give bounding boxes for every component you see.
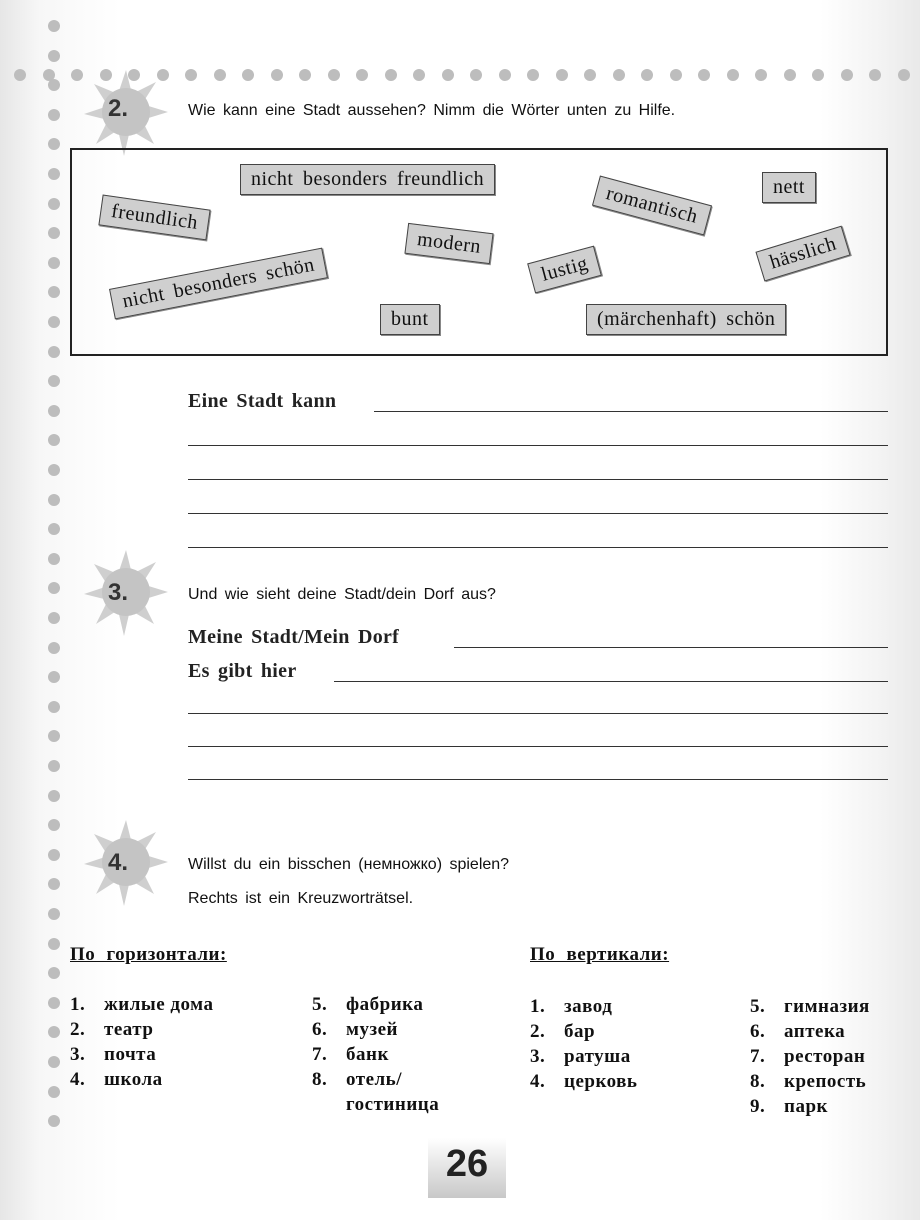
binding-hole <box>48 257 60 269</box>
binding-hole <box>48 286 60 298</box>
clue-number: 6. <box>312 1019 328 1040</box>
binding-hole <box>48 908 60 920</box>
answer-line[interactable] <box>188 713 888 714</box>
clue-text: почта <box>104 1044 157 1065</box>
answer-line[interactable] <box>454 647 888 648</box>
word-chip: nicht besonders schön <box>109 248 328 320</box>
answer-line[interactable] <box>334 681 888 682</box>
binding-hole <box>812 69 824 81</box>
binding-hole <box>470 69 482 81</box>
binding-hole <box>48 553 60 565</box>
binding-hole <box>48 1056 60 1068</box>
binding-hole <box>48 405 60 417</box>
clue-number: 7. <box>312 1044 328 1065</box>
clue-number: 2. <box>70 1019 86 1040</box>
clue-item <box>312 1069 402 1091</box>
clue-number: 8. <box>750 1071 766 1092</box>
clue-number: 4. <box>70 1069 86 1090</box>
binding-hole <box>48 612 60 624</box>
binding-hole <box>784 69 796 81</box>
binding-hole <box>755 69 767 81</box>
clue-item <box>530 1046 631 1068</box>
binding-hole <box>442 69 454 81</box>
binding-hole <box>641 69 653 81</box>
clue-item <box>312 1019 398 1041</box>
binding-hole <box>48 938 60 950</box>
exercise-number: 4. <box>108 849 129 876</box>
answer-line[interactable] <box>374 411 888 412</box>
binding-hole <box>48 346 60 358</box>
binding-hole <box>242 69 254 81</box>
binding-hole <box>48 582 60 594</box>
clue-text: школа <box>104 1069 163 1090</box>
binding-hole <box>869 69 881 81</box>
binding-hole <box>385 69 397 81</box>
answer-line[interactable] <box>188 445 888 446</box>
clue-number: 4. <box>530 1071 546 1092</box>
clue-text: аптека <box>784 1021 846 1042</box>
clue-text: парк <box>784 1096 828 1117</box>
clue-text: фабрика <box>346 994 424 1015</box>
binding-hole <box>48 375 60 387</box>
word-chip: freundlich <box>98 195 210 241</box>
clue-item <box>70 1044 156 1066</box>
binding-hole <box>841 69 853 81</box>
clue-number: 1. <box>530 996 546 1017</box>
binding-hole <box>48 849 60 861</box>
clue-number: 2. <box>530 1021 546 1042</box>
word-box <box>70 148 888 356</box>
clue-text: театр <box>104 1019 154 1040</box>
binding-hole <box>185 69 197 81</box>
clue-item <box>750 1096 828 1118</box>
binding-hole <box>698 69 710 81</box>
exercise-2-prompt: Eine Stadt kann <box>188 390 337 412</box>
binding-hole <box>48 79 60 91</box>
binding-hole <box>48 138 60 150</box>
clue-item <box>70 994 213 1016</box>
binding-hole <box>48 1115 60 1127</box>
binding-hole <box>48 434 60 446</box>
binding-hole <box>613 69 625 81</box>
word-chip: lustig <box>527 246 602 294</box>
clue-text: завод <box>564 996 613 1017</box>
binding-hole <box>48 878 60 890</box>
exercise-number: 2. <box>108 95 129 122</box>
binding-hole <box>556 69 568 81</box>
clue-number: 8. <box>312 1069 328 1090</box>
clue-item <box>750 1021 845 1043</box>
binding-hole <box>48 642 60 654</box>
binding-hole <box>48 464 60 476</box>
clue-item <box>530 1021 595 1043</box>
clue-item <box>312 1044 389 1066</box>
clue-number: 7. <box>750 1046 766 1067</box>
clue-item <box>530 1071 637 1093</box>
binding-hole <box>356 69 368 81</box>
clue-number: 3. <box>530 1046 546 1067</box>
binding-hole <box>727 69 739 81</box>
binding-hole <box>48 701 60 713</box>
clue-text: гимназия <box>784 996 870 1017</box>
exercise-3-prompt-here: Es gibt hier <box>188 660 297 682</box>
answer-line[interactable] <box>188 479 888 480</box>
clue-item <box>750 1046 865 1068</box>
word-chip: bunt <box>380 304 440 335</box>
exercise-number: 3. <box>108 579 129 606</box>
clue-number: 5. <box>750 996 766 1017</box>
binding-hole <box>48 790 60 802</box>
clue-number: 5. <box>312 994 328 1015</box>
clue-item <box>70 1069 163 1091</box>
binding-hole <box>271 69 283 81</box>
word-chip: nicht besonders freundlich <box>240 164 495 195</box>
binding-hole <box>48 50 60 62</box>
binding-hole <box>898 69 910 81</box>
clue-item <box>750 996 870 1018</box>
clue-text: ресторан <box>784 1046 866 1067</box>
clue-text: крепость <box>784 1071 867 1092</box>
binding-hole <box>48 1086 60 1098</box>
binding-hole <box>48 1026 60 1038</box>
clue-text: музей <box>346 1019 398 1040</box>
binding-hole <box>48 494 60 506</box>
binding-hole <box>48 20 60 32</box>
binding-hole <box>299 69 311 81</box>
exercise-2-badge <box>78 64 174 160</box>
binding-hole <box>328 69 340 81</box>
binding-hole <box>48 997 60 1009</box>
exercise-2-instruction: Wie kann eine Stadt aussehen? Nimm die Wörter unten zu Hilfe. <box>188 102 676 119</box>
binding-hole <box>48 967 60 979</box>
binding-hole <box>48 227 60 239</box>
exercise-3-badge <box>78 544 174 640</box>
clue-text: бар <box>564 1021 596 1042</box>
clue-number: 6. <box>750 1021 766 1042</box>
exercise-4-instruction: Willst du ein bisschen (немножко) spielen? <box>188 856 510 873</box>
binding-hole <box>48 760 60 772</box>
binding-hole <box>48 316 60 328</box>
binding-hole <box>48 819 60 831</box>
clue-text: банк <box>346 1044 389 1065</box>
answer-line[interactable] <box>188 779 888 780</box>
clue-continuation: гостиница <box>346 1094 440 1115</box>
word-chip: romantisch <box>592 176 712 236</box>
binding-hole <box>584 69 596 81</box>
clue-text: жилые дома <box>104 994 214 1015</box>
clue-text: церковь <box>564 1071 638 1092</box>
binding-hole <box>48 671 60 683</box>
binding-hole <box>527 69 539 81</box>
binding-hole <box>499 69 511 81</box>
binding-hole <box>48 523 60 535</box>
word-chip: hässlich <box>755 225 851 281</box>
binding-hole <box>670 69 682 81</box>
exercise-4-badge <box>78 814 174 910</box>
answer-line[interactable] <box>188 547 888 548</box>
binding-hole <box>48 109 60 121</box>
binding-hole <box>48 168 60 180</box>
clue-item <box>312 994 423 1016</box>
clue-text: отель/ <box>346 1069 403 1090</box>
word-chip: nett <box>762 172 816 203</box>
clue-item <box>70 1019 153 1041</box>
horizontal-clues-title: По горизонтали: <box>70 944 227 965</box>
clue-number: 9. <box>750 1096 766 1117</box>
binding-hole <box>14 69 26 81</box>
page-number: 26 <box>428 1138 506 1198</box>
clue-number: 3. <box>70 1044 86 1065</box>
binding-hole <box>413 69 425 81</box>
exercise-4-instruction-2: Rechts ist ein Kreuzworträtsel. <box>188 890 414 907</box>
clue-number: 1. <box>70 994 86 1015</box>
exercise-3-prompt-town: Meine Stadt/Mein Dorf <box>188 626 400 648</box>
binding-hole <box>48 198 60 210</box>
binding-hole <box>48 730 60 742</box>
clue-text: ратуша <box>564 1046 631 1067</box>
binding-hole <box>214 69 226 81</box>
vertical-clues-title: По вертикали: <box>530 944 670 965</box>
word-chip: (märchenhaft) schön <box>586 304 786 335</box>
clue-item <box>530 996 612 1018</box>
answer-line[interactable] <box>188 746 888 747</box>
exercise-3-instruction: Und wie sieht deine Stadt/dein Dorf aus? <box>188 586 496 603</box>
clue-item <box>750 1071 866 1093</box>
answer-line[interactable] <box>188 513 888 514</box>
word-chip: modern <box>404 223 493 264</box>
